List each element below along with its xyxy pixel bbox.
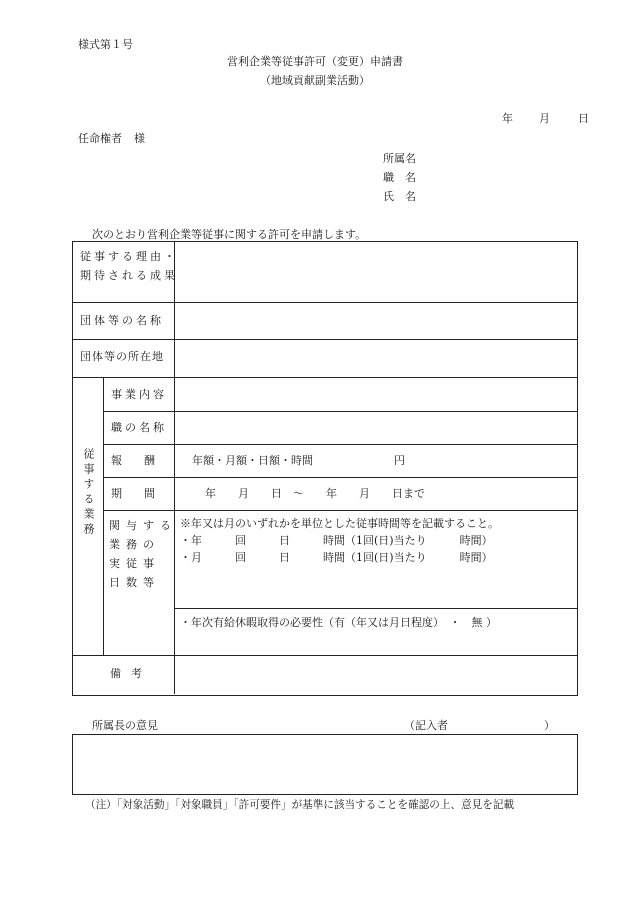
writer-field xyxy=(404,717,555,733)
reason-label: 従事する理由・ 期待される成果 xyxy=(80,250,178,282)
applicant-name-label: 氏 名 xyxy=(383,190,416,203)
form-number: 様式第１号 xyxy=(78,38,133,51)
supervisor-opinion-label: 所属長の意見 xyxy=(92,719,158,732)
pay-options[interactable]: 年額・月額・日額・時間 xyxy=(192,454,313,467)
business-label: 事業内容 xyxy=(111,388,167,401)
work-days-label: 関与する 業務の 実従事 日数等 xyxy=(109,519,177,589)
reason-input[interactable] xyxy=(175,242,575,301)
org-name-input[interactable] xyxy=(175,303,575,338)
applicant-position-label: 職 名 xyxy=(383,171,416,184)
work-days-month-line[interactable]: ・月 回 日 時間（1回(日)当たり 時間） xyxy=(180,551,493,564)
addressee xyxy=(78,130,145,146)
date-year: 年 xyxy=(502,112,513,125)
row-divider xyxy=(174,608,577,609)
job-title-label: 職の名称 xyxy=(111,421,167,434)
writer-label: （記入者 xyxy=(404,719,448,732)
job-title-input[interactable] xyxy=(175,412,575,443)
work-days-note: ※年又は月のいずれかを単位とした従事時間等を記載すること。 xyxy=(180,517,499,530)
form-subtitle: （地域貢献副業活動） xyxy=(260,74,370,87)
period-label: 期 間 xyxy=(111,487,155,500)
pay-unit: 円 xyxy=(394,454,405,467)
work-group-label: 従事する業務 xyxy=(82,448,95,538)
business-input[interactable] xyxy=(175,378,575,410)
pay-label: 報 酬 xyxy=(111,454,155,467)
date-field[interactable] xyxy=(502,110,589,126)
org-address-label: 団体等の所在地 xyxy=(80,350,164,363)
addressee-honorific: 様 xyxy=(134,132,145,145)
remarks-label: 備考 xyxy=(110,667,152,680)
remarks-input[interactable] xyxy=(175,656,575,693)
writer-close: ） xyxy=(544,719,555,732)
intro-text: 次のとおり営利企業等従事に関する許可を申請します。 xyxy=(92,228,367,241)
addressee-name: 任命権者 xyxy=(78,132,122,145)
supervisor-opinion-box[interactable] xyxy=(72,734,578,795)
work-days-year-line[interactable]: ・年 回 日 時間（1回(日)当たり 時間） xyxy=(180,534,493,547)
date-day: 日 xyxy=(578,112,589,125)
org-address-input[interactable] xyxy=(175,340,575,376)
applicant-affiliation-label: 所属名 xyxy=(383,152,416,165)
org-name-label: 団体等の名称 xyxy=(80,314,164,327)
footnote: （注）「対象活動」「対象職員」「許可要件」が基準に該当することを確認の上、意見を記載 xyxy=(85,799,515,811)
annual-leave-line[interactable]: ・年次有給休暇取得の必要性（有（年又は月日程度） ・ 無 ） xyxy=(180,616,497,629)
period-value[interactable]: 年 月 日 ～ 年 月 日まで xyxy=(205,487,425,500)
date-month: 月 xyxy=(539,112,550,125)
form-title: 営利企業等従事許可（変更）申請書 xyxy=(227,55,403,68)
column-divider xyxy=(103,377,104,655)
